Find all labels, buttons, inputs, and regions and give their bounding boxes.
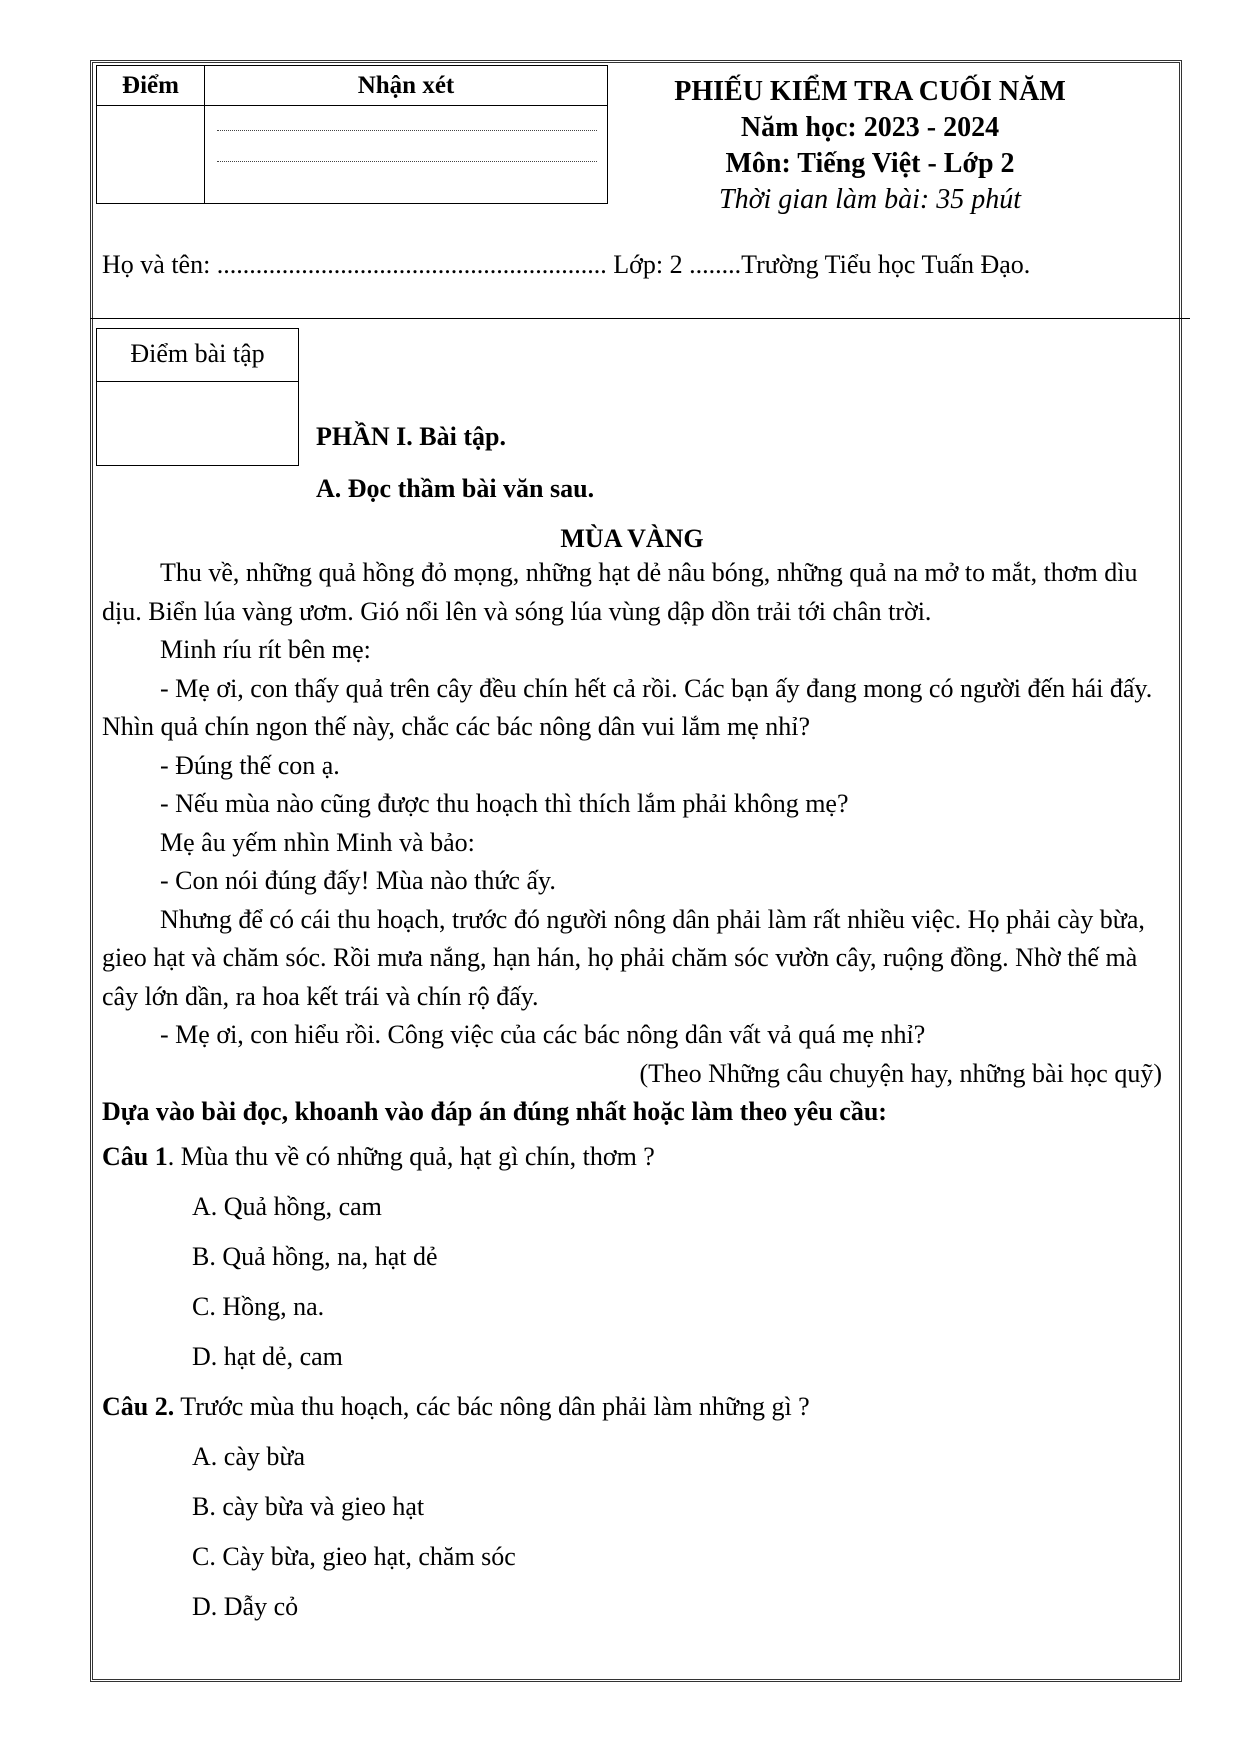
passage-paragraph: - Nếu mùa nào cũng được thu hoạch thì thích lắm phải không mẹ? (160, 789, 849, 818)
q2-option-d[interactable]: D. Dẫy cỏ (192, 1592, 299, 1621)
passage-paragraph: - Đúng thế con ạ. (160, 750, 340, 780)
subject: Môn: Tiếng Việt - Lớp 2 (725, 148, 1015, 179)
passage-paragraph: Mẹ âu yếm nhìn Minh và bảo: (160, 827, 475, 857)
instruction: Dựa vào bài đọc, khoanh vào đáp án đúng nhất hoặc làm theo yêu cầu: (102, 1097, 887, 1126)
exam-title: PHIẾU KIỂM TRA CUỐI NĂM (674, 76, 1066, 107)
time-limit: Thời gian làm bài: 35 phút (719, 184, 1021, 215)
score-cell[interactable] (97, 106, 205, 204)
comment-header: Nhận xét (205, 66, 608, 106)
passage-paragraph: Nhưng để có cái thu hoạch, trước đó người nông dân phải làm rất nhiều việc. Họ phải cày bừa, gieo hạt và chăm sóc. Rồi mưa nắng, hạn hán, họ phải chăm sóc vườn cây, ruộng đồng. Nhờ thế mà cây lớn dần, ra hoa kết trái và chín rộ đấy. (102, 904, 1145, 1011)
q1-option-a[interactable]: A. Quả hồng, cam (192, 1192, 382, 1221)
question-1-text: . Mùa thu về có những quả, hạt gì chín, thơm ? (167, 1142, 655, 1171)
q2-option-c[interactable]: C. Cày bừa, gieo hạt, chăm sóc (192, 1542, 516, 1571)
school-year: Năm học: 2023 - 2024 (740, 112, 1000, 143)
question-2 (102, 1392, 810, 1422)
comment-dotline-2 (217, 161, 597, 162)
q1-option-c[interactable]: C. Hồng, na. (192, 1292, 325, 1321)
question-1 (102, 1142, 655, 1172)
passage-paragraph: Thu về, những quả hồng đỏ mọng, những hạt dẻ nâu bóng, những quả na mở to mắt, thơm dìu dịu. Biển lúa vàng ươm. Gió nổi lên và sóng lúa vùng dập dồn trải tới chân trời. (102, 558, 1138, 626)
q1-option-b[interactable]: B. Quả hồng, na, hạt dẻ (192, 1242, 438, 1271)
section-a-title: A. Đọc thầm bài văn sau. (316, 474, 595, 503)
passage-paragraph: - Mẹ ơi, con thấy quả trên cây đều chín hết cả rồi. Các bạn ấy đang mong có người đến hái đấy. Nhìn quả chín ngon thế này, chắc các bác nông dân vui lắm mẹ nhỉ? (102, 673, 1153, 741)
question-2-text: Trước mùa thu hoạch, các bác nông dân phải làm những gì ? (174, 1392, 810, 1421)
passage-paragraph: - Mẹ ơi, con hiểu rồi. Công việc của các bác nông dân vất vả quá mẹ nhỉ? (160, 1020, 926, 1049)
passage-paragraph: Minh ríu rít bên mẹ: (160, 635, 371, 664)
part-title: PHẦN I. Bài tập. (316, 422, 506, 451)
question-2-label: Câu 2. (102, 1392, 175, 1421)
q2-option-a[interactable]: A. cày bừa (192, 1442, 305, 1471)
passage-source: (Theo Những câu chuyện hay, những bài học quỹ) (639, 1058, 1162, 1088)
comment-cell[interactable] (205, 106, 608, 204)
exam-header (600, 74, 1140, 218)
exercise-score-box (96, 328, 299, 466)
score-header: Điểm (97, 66, 205, 106)
score-table (96, 65, 608, 204)
q1-option-d[interactable]: D. hạt dẻ, cam (192, 1342, 343, 1371)
q2-option-b[interactable]: B. cày bừa và gieo hạt (192, 1492, 425, 1521)
divider (90, 318, 1190, 319)
passage-title: MÙA VÀNG (560, 524, 704, 553)
passage-paragraph: - Con nói đúng đấy! Mùa nào thức ấy. (160, 866, 556, 895)
exercise-score-label: Điểm bài tập (97, 329, 298, 382)
student-info-line[interactable]: Họ và tên: ............................................................ Lớp: 2 ........Trường Tiểu học Tuấn Đạo. (102, 250, 1031, 279)
passage (102, 554, 1162, 1132)
comment-dotline-1 (217, 130, 597, 131)
question-1-label: Câu 1 (102, 1142, 168, 1171)
